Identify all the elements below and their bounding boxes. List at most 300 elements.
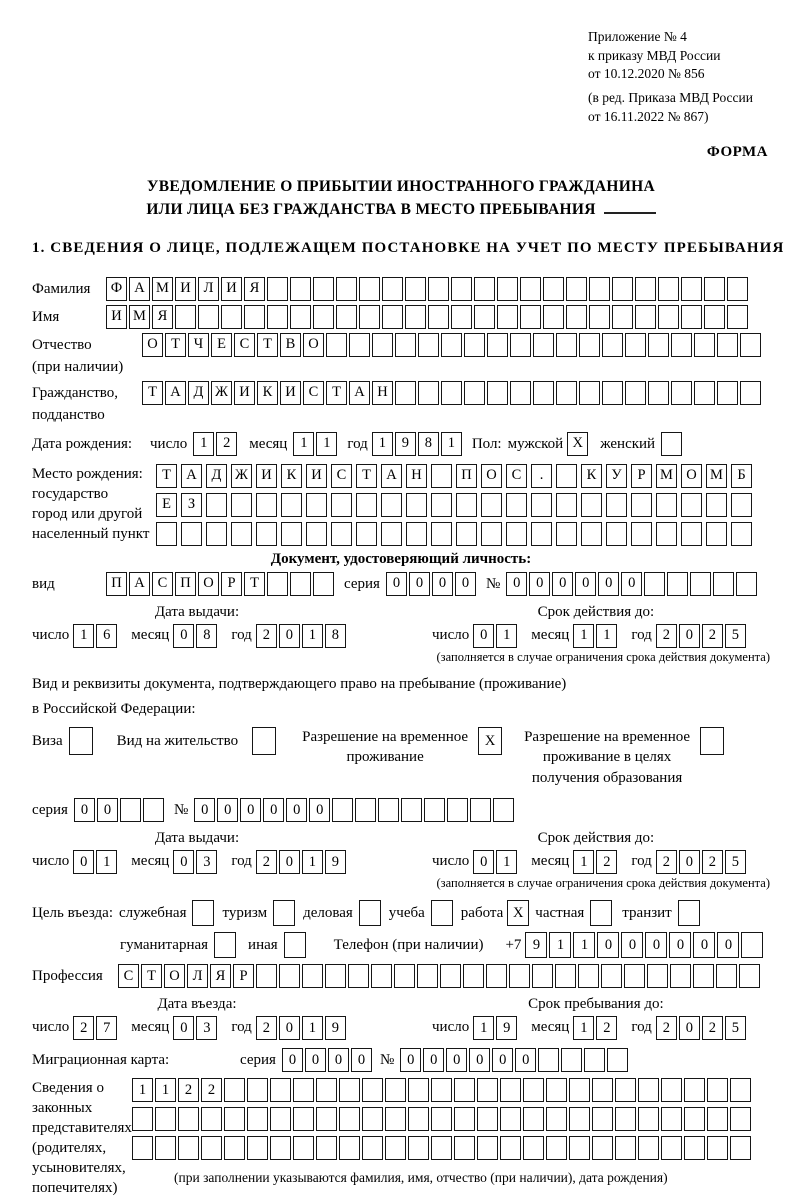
legal-reps-line2[interactable] (132, 1107, 753, 1131)
char-box[interactable]: Д (188, 381, 209, 405)
temp-residence-edu-checkbox[interactable] (700, 727, 726, 755)
char-box[interactable] (181, 522, 202, 546)
char-box[interactable] (736, 572, 757, 596)
char-box[interactable] (394, 964, 415, 988)
char-box[interactable] (290, 277, 311, 301)
char-box[interactable]: К (257, 381, 278, 405)
date-part-input[interactable] (173, 1016, 219, 1040)
char-box[interactable]: П (175, 572, 196, 596)
char-box[interactable] (406, 493, 427, 517)
char-box[interactable] (302, 964, 323, 988)
char-box[interactable] (270, 1107, 291, 1131)
char-box[interactable] (658, 277, 679, 301)
char-box[interactable] (509, 964, 530, 988)
char-box[interactable]: С (506, 464, 527, 488)
char-box[interactable]: X (567, 432, 588, 456)
char-box[interactable] (520, 277, 541, 301)
char-box[interactable] (730, 1107, 751, 1131)
char-box[interactable] (477, 1107, 498, 1131)
char-box[interactable] (355, 798, 376, 822)
date-part-input[interactable] (73, 850, 119, 874)
char-box[interactable] (256, 522, 277, 546)
char-box[interactable] (325, 964, 346, 988)
char-box[interactable]: Б (731, 464, 752, 488)
char-box[interactable]: О (681, 464, 702, 488)
char-box[interactable] (428, 305, 449, 329)
doc-valid-date[interactable] (432, 624, 760, 648)
char-box[interactable] (523, 1107, 544, 1131)
char-box[interactable]: Ж (211, 381, 232, 405)
char-box[interactable]: 1 (316, 432, 337, 456)
char-box[interactable]: 7 (96, 1016, 117, 1040)
char-box[interactable] (316, 1107, 337, 1131)
char-box[interactable] (356, 522, 377, 546)
char-box[interactable] (681, 305, 702, 329)
char-box[interactable] (656, 522, 677, 546)
char-box[interactable]: 1 (302, 624, 323, 648)
char-box[interactable]: 0 (621, 932, 643, 958)
char-box[interactable] (359, 305, 380, 329)
char-box[interactable] (707, 1078, 728, 1102)
char-box[interactable] (385, 1136, 406, 1160)
char-box[interactable]: Р (221, 572, 242, 596)
char-box[interactable]: Я (244, 277, 265, 301)
char-box[interactable] (456, 522, 477, 546)
char-box[interactable]: 1 (372, 432, 393, 456)
char-box[interactable]: 2 (596, 1016, 617, 1040)
char-box[interactable] (267, 572, 288, 596)
char-box[interactable] (648, 333, 669, 357)
char-box[interactable] (362, 1107, 383, 1131)
char-box[interactable] (740, 381, 761, 405)
date-part-input[interactable] (473, 624, 519, 648)
char-box[interactable] (336, 305, 357, 329)
char-box[interactable]: Т (356, 464, 377, 488)
char-box[interactable] (431, 1107, 452, 1131)
residence-permit-checkbox[interactable] (252, 727, 278, 755)
char-box[interactable] (581, 522, 602, 546)
char-box[interactable] (716, 964, 737, 988)
char-box[interactable]: 0 (469, 1048, 490, 1072)
char-box[interactable]: 0 (693, 932, 715, 958)
char-box[interactable] (120, 798, 141, 822)
char-box[interactable] (290, 572, 311, 596)
char-box[interactable]: Т (141, 964, 162, 988)
char-box[interactable] (447, 798, 468, 822)
char-box[interactable] (359, 900, 381, 926)
char-box[interactable] (143, 798, 164, 822)
date-part-input[interactable] (256, 624, 348, 648)
char-box[interactable] (523, 1078, 544, 1102)
char-box[interactable]: 1 (573, 1016, 594, 1040)
char-box[interactable]: И (306, 464, 327, 488)
char-box[interactable] (532, 964, 553, 988)
char-box[interactable]: Ч (188, 333, 209, 357)
entry-date-input[interactable] (32, 1016, 384, 1040)
char-box[interactable]: 1 (193, 432, 214, 456)
char-box[interactable]: 0 (351, 1048, 372, 1072)
char-box[interactable] (405, 277, 426, 301)
char-box[interactable] (451, 277, 472, 301)
char-box[interactable] (316, 1136, 337, 1160)
char-box[interactable]: И (175, 277, 196, 301)
char-box[interactable] (477, 1136, 498, 1160)
char-box[interactable]: 0 (279, 624, 300, 648)
char-box[interactable]: X (478, 727, 502, 755)
doc-issue-date[interactable] (32, 624, 384, 648)
date-part-input[interactable] (73, 624, 119, 648)
char-box[interactable] (700, 727, 724, 755)
char-box[interactable] (706, 493, 727, 517)
char-box[interactable] (281, 493, 302, 517)
char-box[interactable] (244, 305, 265, 329)
char-box[interactable]: Т (165, 333, 186, 357)
char-box[interactable] (486, 964, 507, 988)
char-box[interactable]: 1 (573, 624, 594, 648)
char-box[interactable] (192, 900, 214, 926)
char-box[interactable]: 0 (282, 1048, 303, 1072)
char-box[interactable] (497, 277, 518, 301)
char-box[interactable] (579, 333, 600, 357)
residence-series-input[interactable] (74, 798, 166, 822)
char-box[interactable] (405, 305, 426, 329)
char-box[interactable]: С (152, 572, 173, 596)
char-box[interactable] (201, 1107, 222, 1131)
char-box[interactable] (454, 1107, 475, 1131)
char-box[interactable] (293, 1136, 314, 1160)
char-box[interactable]: И (280, 381, 301, 405)
char-box[interactable] (647, 964, 668, 988)
char-box[interactable]: 0 (597, 932, 619, 958)
char-box[interactable]: 0 (446, 1048, 467, 1072)
char-box[interactable]: 2 (73, 1016, 94, 1040)
char-box[interactable]: Я (152, 305, 173, 329)
char-box[interactable] (681, 493, 702, 517)
char-box[interactable] (612, 277, 633, 301)
char-box[interactable] (464, 381, 485, 405)
char-box[interactable] (684, 1078, 705, 1102)
char-box[interactable] (607, 1048, 628, 1072)
date-part-input[interactable] (473, 1016, 519, 1040)
char-box[interactable] (684, 1107, 705, 1131)
char-box[interactable]: 0 (645, 932, 667, 958)
char-box[interactable]: С (118, 964, 139, 988)
residence-valid-date[interactable] (432, 850, 760, 874)
legal-reps-line1[interactable] (132, 1078, 753, 1102)
char-box[interactable] (741, 932, 763, 958)
char-box[interactable] (578, 964, 599, 988)
char-box[interactable] (556, 381, 577, 405)
char-box[interactable] (418, 333, 439, 357)
char-box[interactable]: С (331, 464, 352, 488)
stay-until-input[interactable] (432, 1016, 760, 1040)
char-box[interactable]: 0 (552, 572, 573, 596)
char-box[interactable] (378, 798, 399, 822)
birth-place-line2[interactable] (156, 493, 756, 517)
char-box[interactable] (731, 493, 752, 517)
purpose-tourism-checkbox[interactable] (273, 900, 297, 926)
char-box[interactable]: Р (631, 464, 652, 488)
date-part-input[interactable] (473, 850, 519, 874)
char-box[interactable] (589, 305, 610, 329)
char-box[interactable]: 5 (725, 850, 746, 874)
char-box[interactable]: Н (406, 464, 427, 488)
char-box[interactable] (717, 381, 738, 405)
char-box[interactable] (661, 1078, 682, 1102)
char-box[interactable] (406, 522, 427, 546)
char-box[interactable] (273, 900, 295, 926)
char-box[interactable] (247, 1078, 268, 1102)
char-box[interactable] (221, 305, 242, 329)
char-box[interactable] (284, 932, 306, 958)
char-box[interactable]: 0 (328, 1048, 349, 1072)
char-box[interactable] (313, 572, 334, 596)
date-part-input[interactable] (173, 850, 219, 874)
char-box[interactable]: 1 (155, 1078, 176, 1102)
char-box[interactable]: 2 (201, 1078, 222, 1102)
char-box[interactable] (506, 493, 527, 517)
char-box[interactable] (684, 1136, 705, 1160)
char-box[interactable]: 1 (496, 850, 517, 874)
char-box[interactable] (584, 1048, 605, 1072)
purpose-transit-checkbox[interactable] (678, 900, 702, 926)
char-box[interactable] (431, 1136, 452, 1160)
char-box[interactable] (270, 1136, 291, 1160)
char-box[interactable] (339, 1136, 360, 1160)
char-box[interactable] (382, 277, 403, 301)
char-box[interactable] (178, 1107, 199, 1131)
char-box[interactable] (625, 333, 646, 357)
char-box[interactable] (556, 464, 577, 488)
char-box[interactable] (408, 1107, 429, 1131)
char-box[interactable]: И (221, 277, 242, 301)
char-box[interactable]: 8 (418, 432, 439, 456)
char-box[interactable]: 2 (256, 624, 277, 648)
char-box[interactable]: 2 (656, 624, 677, 648)
date-part-input[interactable] (573, 624, 619, 648)
char-box[interactable] (730, 1078, 751, 1102)
char-box[interactable] (730, 1136, 751, 1160)
char-box[interactable] (731, 522, 752, 546)
char-box[interactable] (214, 932, 236, 958)
char-box[interactable]: 1 (441, 432, 462, 456)
char-box[interactable] (267, 277, 288, 301)
char-box[interactable] (290, 305, 311, 329)
char-box[interactable] (348, 964, 369, 988)
sex-male-checkbox[interactable] (567, 432, 590, 456)
char-box[interactable]: А (349, 381, 370, 405)
char-box[interactable] (704, 277, 725, 301)
char-box[interactable] (493, 798, 514, 822)
char-box[interactable]: 0 (717, 932, 739, 958)
char-box[interactable] (520, 305, 541, 329)
char-box[interactable] (247, 1136, 268, 1160)
char-box[interactable] (372, 333, 393, 357)
char-box[interactable]: 0 (286, 798, 307, 822)
char-box[interactable]: 0 (515, 1048, 536, 1072)
char-box[interactable]: Т (257, 333, 278, 357)
char-box[interactable]: 0 (173, 624, 194, 648)
char-box[interactable] (408, 1078, 429, 1102)
char-box[interactable] (155, 1136, 176, 1160)
char-box[interactable] (381, 493, 402, 517)
char-box[interactable]: М (129, 305, 150, 329)
char-box[interactable] (592, 1078, 613, 1102)
char-box[interactable] (231, 522, 252, 546)
char-box[interactable] (331, 522, 352, 546)
char-box[interactable]: 0 (73, 850, 94, 874)
char-box[interactable] (464, 333, 485, 357)
char-box[interactable]: 0 (679, 1016, 700, 1040)
char-box[interactable] (638, 1107, 659, 1131)
char-box[interactable] (206, 522, 227, 546)
char-box[interactable]: 0 (575, 572, 596, 596)
char-box[interactable] (132, 1136, 153, 1160)
char-box[interactable] (546, 1078, 567, 1102)
char-box[interactable] (293, 1078, 314, 1102)
char-box[interactable]: 8 (196, 624, 217, 648)
char-box[interactable]: Е (211, 333, 232, 357)
char-box[interactable] (349, 333, 370, 357)
char-box[interactable] (487, 381, 508, 405)
char-box[interactable]: 0 (74, 798, 95, 822)
char-box[interactable] (382, 305, 403, 329)
char-box[interactable] (418, 381, 439, 405)
char-box[interactable] (293, 1107, 314, 1131)
char-box[interactable]: З (181, 493, 202, 517)
char-box[interactable]: Ж (231, 464, 252, 488)
char-box[interactable]: Д (206, 464, 227, 488)
char-box[interactable] (707, 1107, 728, 1131)
char-box[interactable]: 1 (596, 624, 617, 648)
char-box[interactable] (385, 1107, 406, 1131)
char-box[interactable]: 2 (656, 850, 677, 874)
char-box[interactable]: 0 (173, 850, 194, 874)
char-box[interactable] (231, 493, 252, 517)
char-box[interactable] (497, 305, 518, 329)
char-box[interactable] (589, 277, 610, 301)
char-box[interactable] (533, 381, 554, 405)
char-box[interactable] (431, 464, 452, 488)
date-part-input[interactable] (173, 624, 219, 648)
char-box[interactable] (624, 964, 645, 988)
char-box[interactable] (555, 964, 576, 988)
char-box[interactable] (510, 381, 531, 405)
char-box[interactable] (592, 1136, 613, 1160)
char-box[interactable] (566, 305, 587, 329)
char-box[interactable]: 0 (194, 798, 215, 822)
date-part-input[interactable] (656, 624, 748, 648)
char-box[interactable] (670, 964, 691, 988)
char-box[interactable] (313, 277, 334, 301)
char-box[interactable] (656, 493, 677, 517)
char-box[interactable]: 2 (702, 1016, 723, 1040)
char-box[interactable] (713, 572, 734, 596)
char-box[interactable]: 2 (256, 850, 277, 874)
char-box[interactable] (612, 305, 633, 329)
purpose-official-checkbox[interactable] (192, 900, 216, 926)
char-box[interactable] (395, 333, 416, 357)
char-box[interactable] (500, 1136, 521, 1160)
char-box[interactable] (693, 964, 714, 988)
birth-place-line1[interactable] (156, 464, 756, 488)
char-box[interactable] (543, 305, 564, 329)
char-box[interactable] (454, 1078, 475, 1102)
char-box[interactable] (538, 1048, 559, 1072)
char-box[interactable] (556, 522, 577, 546)
char-box[interactable]: 9 (496, 1016, 517, 1040)
char-box[interactable] (316, 1078, 337, 1102)
char-box[interactable]: 0 (217, 798, 238, 822)
char-box[interactable]: 0 (473, 624, 494, 648)
char-box[interactable]: 6 (96, 624, 117, 648)
char-box[interactable]: 2 (596, 850, 617, 874)
char-box[interactable]: Я (210, 964, 231, 988)
char-box[interactable]: 1 (132, 1078, 153, 1102)
migration-number-input[interactable] (400, 1048, 630, 1072)
char-box[interactable] (500, 1107, 521, 1131)
legal-reps-line3[interactable] (132, 1136, 753, 1160)
char-box[interactable]: 0 (423, 1048, 444, 1072)
char-box[interactable] (428, 277, 449, 301)
char-box[interactable]: М (656, 464, 677, 488)
purpose-business-checkbox[interactable] (359, 900, 383, 926)
char-box[interactable] (201, 1136, 222, 1160)
char-box[interactable]: Т (244, 572, 265, 596)
char-box[interactable]: 0 (506, 572, 527, 596)
char-box[interactable]: 0 (97, 798, 118, 822)
char-box[interactable]: А (381, 464, 402, 488)
char-box[interactable] (638, 1078, 659, 1102)
doc-number-input[interactable] (506, 572, 759, 596)
char-box[interactable] (326, 333, 347, 357)
name-input[interactable] (106, 305, 750, 329)
char-box[interactable] (590, 900, 612, 926)
char-box[interactable] (681, 522, 702, 546)
char-box[interactable] (667, 572, 688, 596)
char-box[interactable] (470, 798, 491, 822)
char-box[interactable] (362, 1136, 383, 1160)
char-box[interactable] (546, 1136, 567, 1160)
char-box[interactable]: 0 (432, 572, 453, 596)
char-box[interactable]: 0 (263, 798, 284, 822)
char-box[interactable] (500, 1078, 521, 1102)
char-box[interactable]: И (234, 381, 255, 405)
char-box[interactable] (694, 333, 715, 357)
char-box[interactable] (252, 727, 276, 755)
char-box[interactable] (566, 277, 587, 301)
char-box[interactable] (224, 1136, 245, 1160)
char-box[interactable]: 9 (525, 932, 547, 958)
date-part-input[interactable] (656, 850, 748, 874)
char-box[interactable] (615, 1136, 636, 1160)
char-box[interactable]: Т (326, 381, 347, 405)
char-box[interactable] (690, 572, 711, 596)
char-box[interactable]: О (142, 333, 163, 357)
birth-day-input[interactable] (193, 432, 239, 456)
char-box[interactable] (463, 964, 484, 988)
char-box[interactable]: Ф (106, 277, 127, 301)
char-box[interactable]: 0 (621, 572, 642, 596)
char-box[interactable]: 0 (455, 572, 476, 596)
char-box[interactable] (615, 1078, 636, 1102)
char-box[interactable]: К (581, 464, 602, 488)
char-box[interactable]: Т (156, 464, 177, 488)
char-box[interactable] (681, 277, 702, 301)
char-box[interactable]: 1 (73, 624, 94, 648)
char-box[interactable] (336, 277, 357, 301)
char-box[interactable]: И (256, 464, 277, 488)
